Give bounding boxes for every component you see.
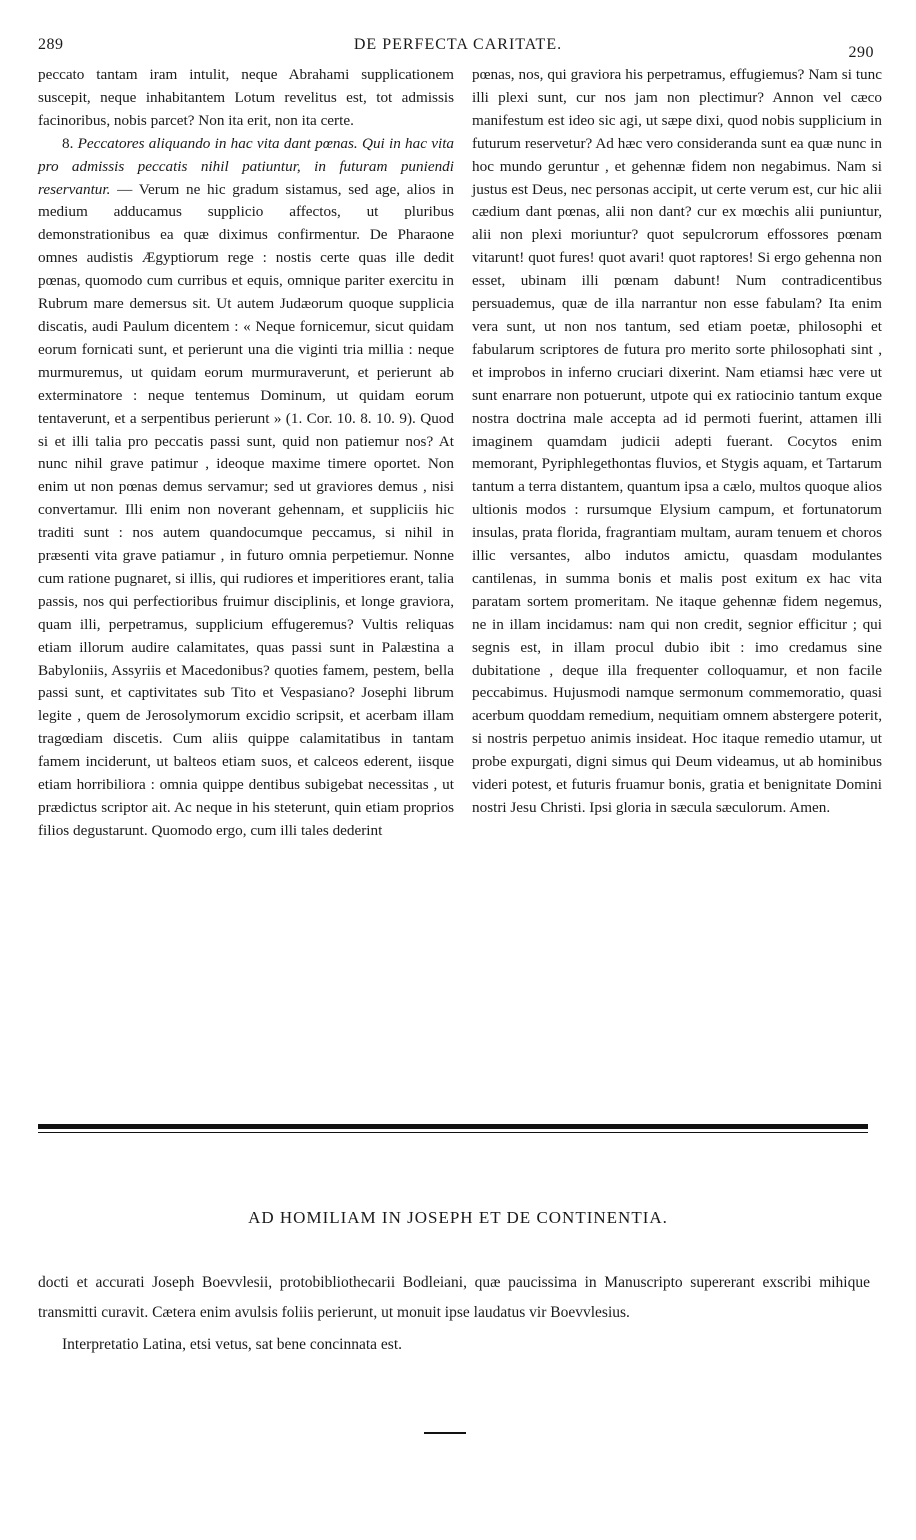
divider-thick-line bbox=[38, 1124, 868, 1129]
divider-thin-line bbox=[38, 1132, 868, 1133]
section-summary: Peccatores aliquando in hac vita dant pœnas. Qui in hac vita pro admissis peccatis nihil patiuntur, in futuram puniendi reservantur. bbox=[38, 134, 455, 198]
left-paragraph-2 bbox=[38, 133, 454, 843]
section-paragraph-1: docti et accurati Joseph Boevvlesii, protobibliothecarii Bodleiani, quæ paucissima in Manuscripto supererant exscribi mihique transmitti curavit. Cætera enim avulsis foliis perierunt, ut monuit ipse laudatus vir Boevvlesius. bbox=[38, 1274, 870, 1321]
left-column bbox=[38, 64, 454, 843]
section-divider bbox=[38, 1124, 868, 1133]
right-paragraph: pœnas, nos, qui graviora his perpetramus, effugiemus? Nam si tunc illi plexi sunt, cur nos jam non plectimur? Annon vel cæco manifestum est ideo sic agi, ut sæpe dixi, quod nobis supplicium in futurum reservetur? Ad hæc vero consideranda sunt ea quæ nunc in hoc mundo geruntur , et gehennæ fidem non negabimus. Nam si justus est Deus, nec personas accipit, ut certe verum est, cur hic alii cædium dant pœnas, alii non dant? cur ex mœchis alii puniuntur, alii non plexi moriuntur? quot sepulcrorum effossores pœnam vitarunt! quot fures! quot avari! quot raptores! Si ergo gehenna non esset, ubinam illi pœnam dabunt! Num contradicentibus persuademus, quæ de illa narrantur non esse fabulam? Ita enim vera sunt, ut non nos tantum, sed etiam poetæ, philosophi et fabularum scriptores de futura pro merito sorte philosophati sint , et improbos in inferno cruciari dixerint. Nam etiamsi hæc vere ut sunt enarrare non potuerunt, utpote qui ex ratiocinio tantum exque nostra doctrina male accepta ad id permoti fuerint, attamen illi imaginem quamdam judicii adepti fuerant. Cocytos enim memorant, Pyriphlegethontas fluvios, et Stygis aquam, et Tartarum tantum a terra distantem, quantum ipsa a cælo, multos quoque alios ultionis modos : rursumque Elysium campum, et fortunatorum insulas, prata florida, fragrantiam multam, auram tenuem et choros illic versantes, albo indutos amictu, quasdam modulantes cantilenas, in summa bonis et malis post exitum ex hac vita paratam sortem promeritam. Ne itaque gehennæ fidem negemus, ne in illam incidamus: nam qui non credit, segnior efficitur ; qui segnis est, in illam procul dubio ibit : imo credamus sine dubitatione , deque illa frequenter colloquamur, et non facile peccabimus. Hujusmodi namque sermonum commemoratio, quasi acerbum quoddam remedium, nequitiam omnem abstergere poterit, si nostris perpetuo animis insideat. Hoc itaque remedio utamur, ut probe expurgati, digni simus qui Deum videamus, ut ab hominibus videri potest, et futuris fruamur bonis, gratia et benignitate Domini nostri Jesu Christi. Ipsi gloria in sæcula sæculorum. Amen. bbox=[472, 66, 882, 816]
scripture-reference: 1. Cor. 10. 8. 10. 9 bbox=[290, 409, 407, 427]
paragraph-text-continued: ). Quod si et illi talia pro peccatis passi sunt, quid non patiemur nos? At nunc nihil grave patimur , ideoque maxime timere oportet. Non enim ut non pœnas demus servamur; sed ut graviores demus , nisi convertamur. Illi enim non noverant gehennam, et suppliciis hic traditi sunt : nos autem quandocumque peccamus, si nihil in præsenti vita grave patiamur , in futuro omnia perpetiemur. Nonne cum ratione pugnaret, si illis, qui rudiores et imperitiores erant, talia passis, nos qui perfectioribus fruimur disciplinis, et longe graviora, quam illi, perpetramus, supplicium effugeremus? Vultis reliquas etiam illorum audire calamitates, quas passi sunt in Palæstina a Babyloniis, Assyriis et Macedonibus? quoties famem, pestem, bella passi sunt, et captivitates sub Tito et Vespasiano? Josephi librum legite , quem de Jerosolymorum excidio scripsit, et acerbam illam tragœdiam discetis. Cum aliis quippe calamitatibus in tantam famem inciderunt, ut balteos etiam suos, et calceos ederent, iisque etiam horribiliora : omnia quippe dentibus subigebat necessitas , ut prædictus scriptor ait. Ac neque in his steterunt, quin etiam proprios filios degustarunt. Quomodo ergo, cum illi tales dederint bbox=[38, 409, 454, 839]
end-rule bbox=[424, 1432, 466, 1434]
running-title: DE PERFECTA CARITATE. bbox=[353, 36, 563, 53]
section-paragraph-2: Interpretatio Latina, etsi vetus, sat bene concinnata est. bbox=[62, 1336, 403, 1353]
section-body bbox=[38, 1268, 870, 1360]
paragraph-text: — Verum ne hic gradum sistamus, sed age, alios in medium adducamus supplicio affectos, ut pluribus demonstrationibus ea quæ diximus confirmentur. De Pharaone omnes audistis Ægyptiorum rege : nostis certe quas ille dedit pœnas, quomodo cum curribus et equis, omnique pariter exercitu in Rubrum mare demersus sit. Ut autem Judæorum quoque supplicia discatis, audi Paulum dicentem : « Neque fornicemur, sicut quidam eorum fornicati sunt, et perierunt una die viginti tria millia : neque murmuremus, ut quidam eorum murmuraverunt, et perierunt ab exterminatore : neque tentemus Dominum, ut quidam eorum tentaverunt, et a serpentibus perierunt » ( bbox=[38, 180, 454, 427]
page-number-left: 289 bbox=[38, 36, 64, 53]
page-number-right: 290 bbox=[848, 44, 874, 61]
left-paragraph-1: peccato tantam iram intulit, neque Abrahami supplicationem suscepit, neque inhabitantem Lotum revelitus est, tot admissis facinoribus, nobis parcet? Non ita erit, non ita certe. bbox=[38, 66, 454, 129]
right-column bbox=[472, 64, 882, 820]
section-number: 8. bbox=[62, 134, 74, 152]
section-title: AD HOMILIAM IN JOSEPH ET DE CONTINENTIA. bbox=[248, 1208, 668, 1227]
